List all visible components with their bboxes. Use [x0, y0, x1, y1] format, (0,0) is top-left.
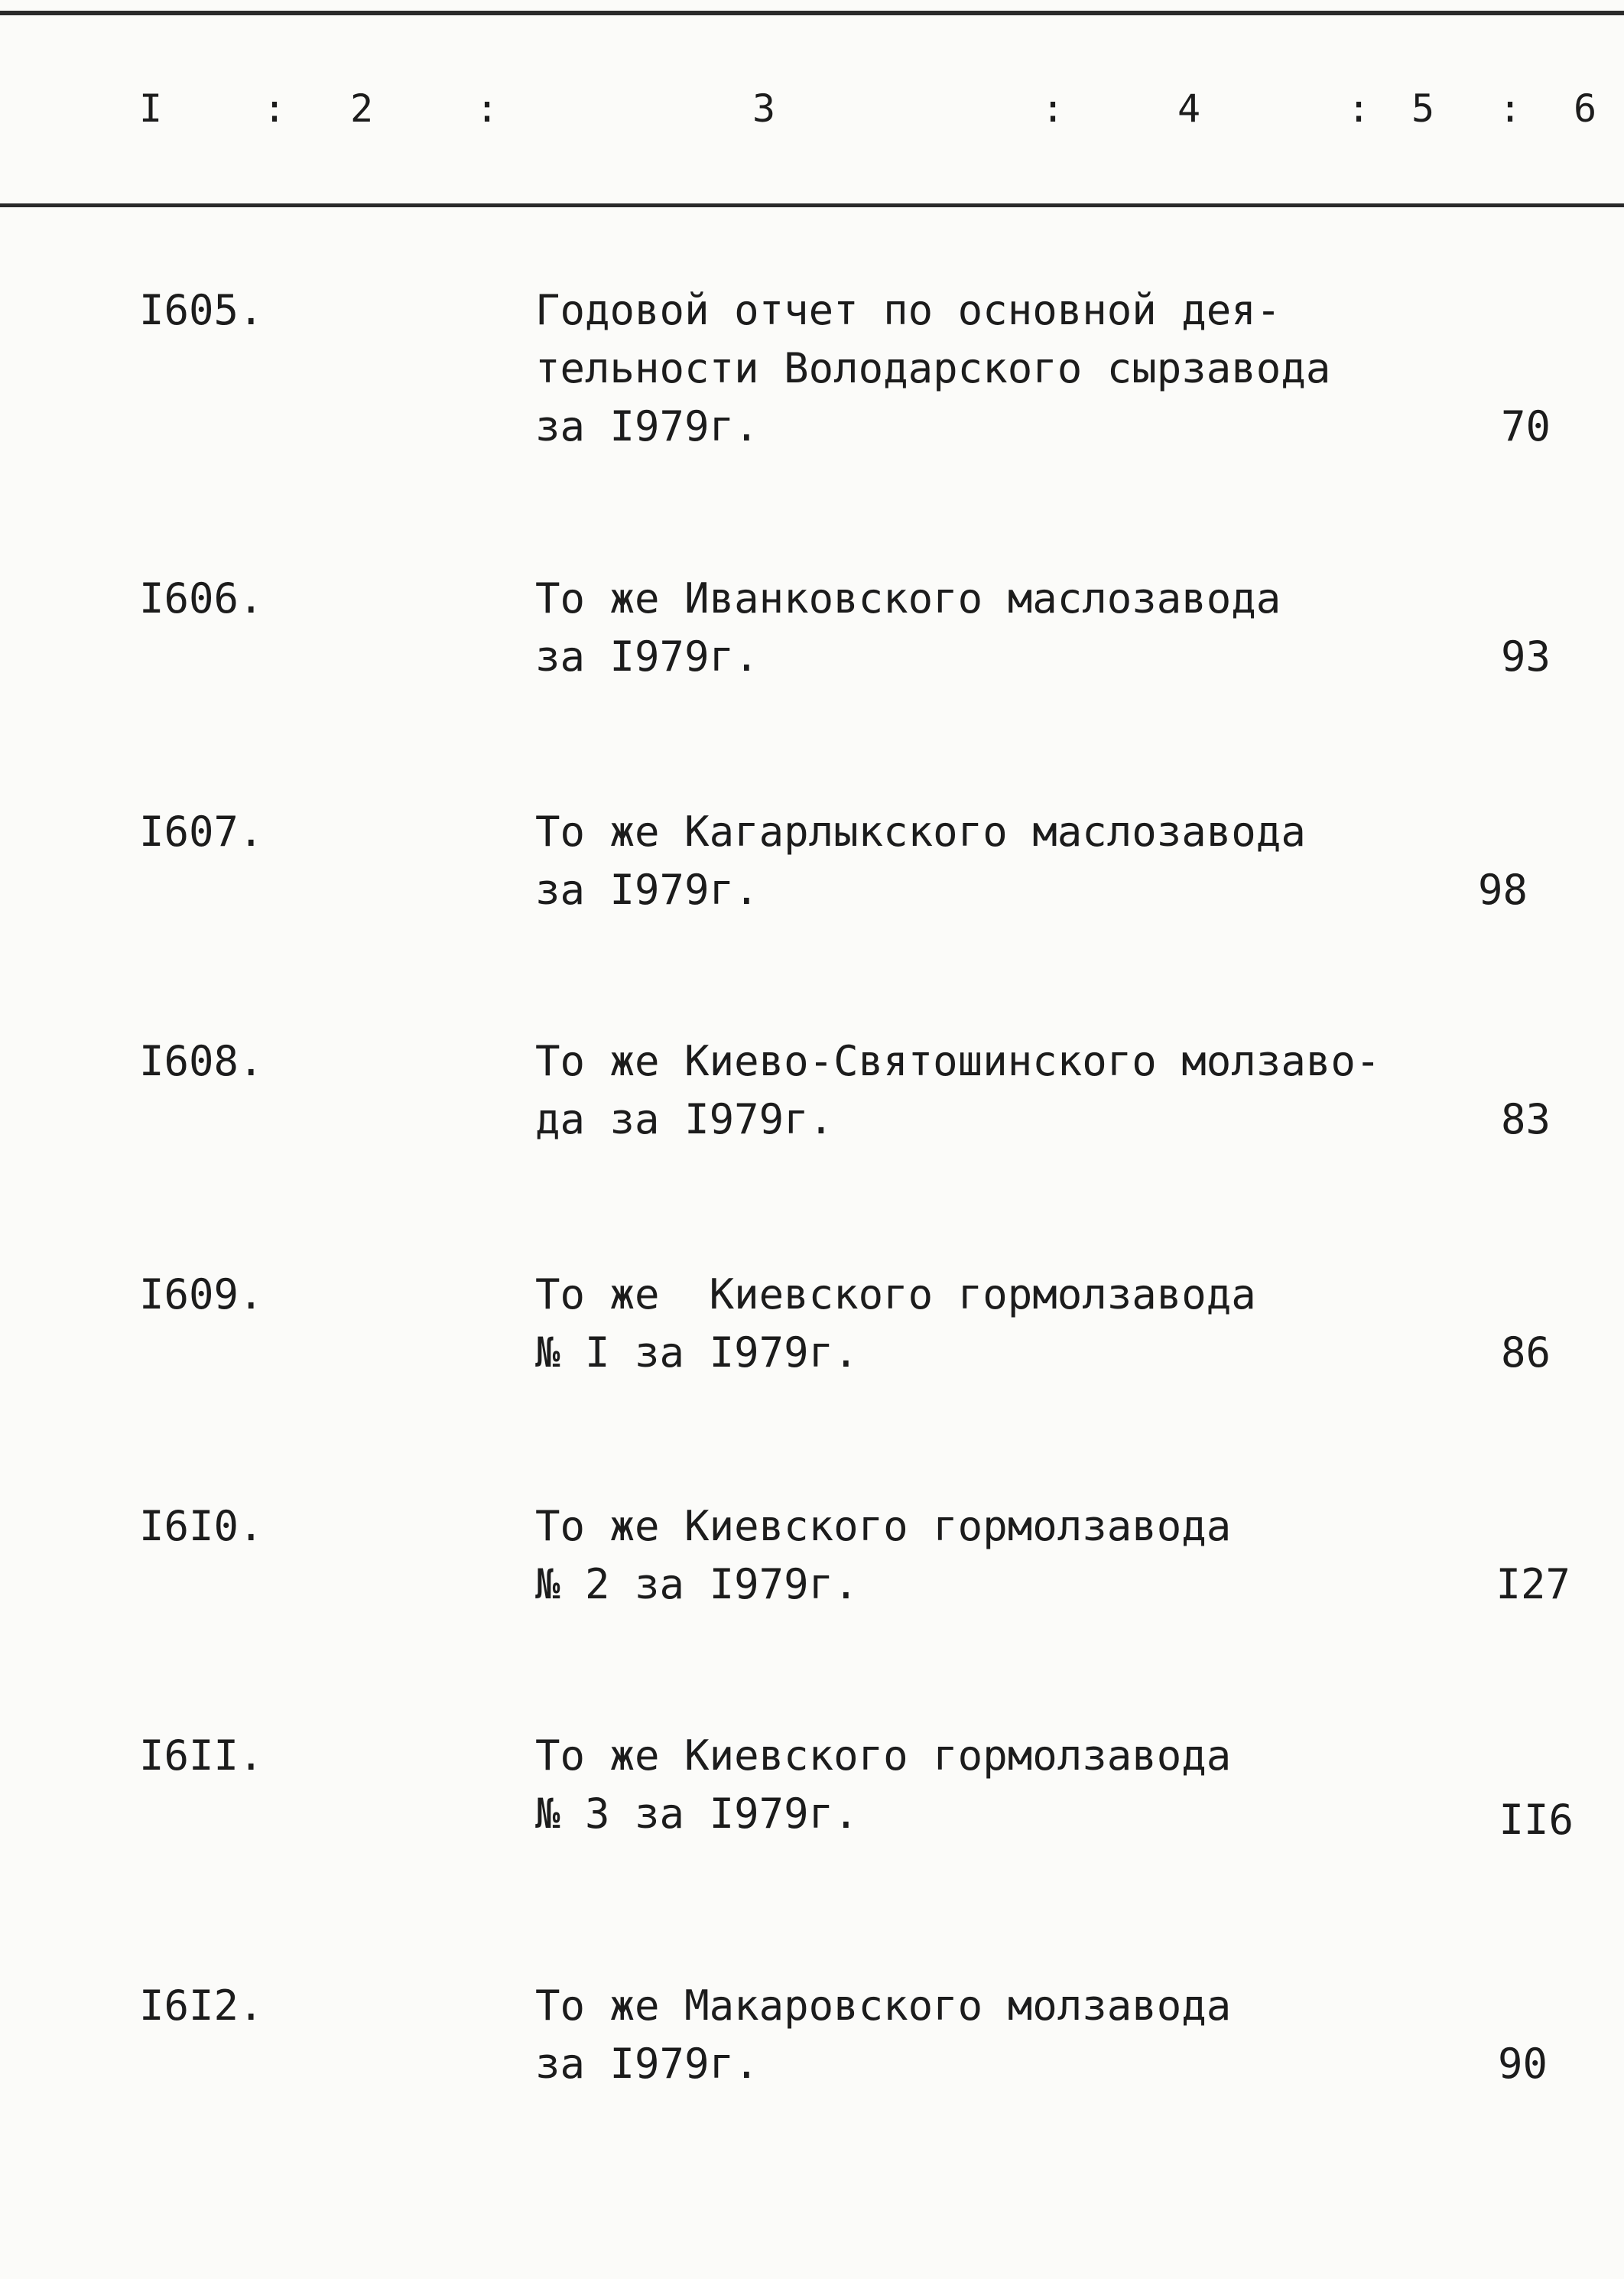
description-line: То же Кагарлыкского маслозавода — [535, 808, 1306, 856]
column-header-1: I — [139, 86, 163, 131]
entry-number: I606. — [139, 574, 264, 623]
description-line: То же Киевского гормолзавода — [535, 1502, 1232, 1550]
entry-number: I6I2. — [139, 1982, 264, 2030]
entry-number: I6II. — [139, 1731, 264, 1780]
column-header-4: 4 — [1177, 86, 1201, 131]
page-count: 98 — [1477, 866, 1528, 914]
entry-number: I605. — [139, 286, 264, 334]
entry-description — [535, 1497, 1231, 1614]
entry-description — [535, 1266, 1256, 1382]
column-header-5: 5 — [1411, 86, 1435, 131]
page-count: 86 — [1500, 1328, 1551, 1377]
entry-description — [535, 1727, 1231, 1843]
entry-description — [535, 1977, 1231, 2093]
page-count: 83 — [1500, 1095, 1551, 1143]
description-line: То же Иванковского маслозавода — [535, 574, 1281, 623]
page-count: II6 — [1499, 1796, 1574, 1844]
column-header-6: 6 — [1574, 86, 1597, 131]
entry-number: I607. — [139, 808, 264, 856]
column-separator: : — [263, 86, 287, 131]
entry-description — [535, 570, 1281, 686]
description-line: То же Киевского гормолзавода — [535, 1731, 1232, 1780]
entry-number: I6I0. — [139, 1502, 264, 1550]
page-count: 93 — [1500, 632, 1551, 681]
column-separator: : — [1041, 86, 1065, 131]
page-count: 90 — [1497, 2040, 1548, 2088]
description-line: То же Киево-Святошинского молзаво- — [535, 1037, 1381, 1085]
page-count: I27 — [1496, 1560, 1570, 1608]
column-header-2: 2 — [350, 86, 374, 131]
description-line: То же Макаровского молзавода — [535, 1982, 1232, 2030]
description-line: за I979г. — [535, 866, 759, 914]
description-line: То же Киевского гормолзавода — [535, 1270, 1256, 1318]
entry-number: I608. — [139, 1037, 264, 1085]
description-line: за I979г. — [535, 632, 759, 681]
column-separator: : — [1347, 86, 1371, 131]
description-line: Годовой отчет по основной дея- — [535, 286, 1281, 334]
page-count: 70 — [1500, 402, 1551, 450]
entry-number: I609. — [139, 1270, 264, 1318]
entry-description — [535, 803, 1306, 919]
description-line: да за I979г. — [535, 1095, 834, 1143]
description-line: № 3 за I979г. — [535, 1790, 859, 1838]
description-line: тельности Володарского сырзавода — [535, 344, 1331, 392]
header-top-rule — [0, 11, 1624, 15]
column-separator: : — [476, 86, 499, 131]
description-line: за I979г. — [535, 402, 759, 450]
entry-description — [535, 1032, 1380, 1149]
entry-description — [535, 281, 1330, 456]
column-header-3: 3 — [752, 86, 776, 131]
description-line: за I979г. — [535, 2040, 759, 2088]
column-separator: : — [1499, 86, 1522, 131]
description-line: № 2 за I979г. — [535, 1560, 859, 1608]
description-line: № I за I979г. — [535, 1328, 859, 1377]
header-bottom-rule — [0, 203, 1624, 207]
